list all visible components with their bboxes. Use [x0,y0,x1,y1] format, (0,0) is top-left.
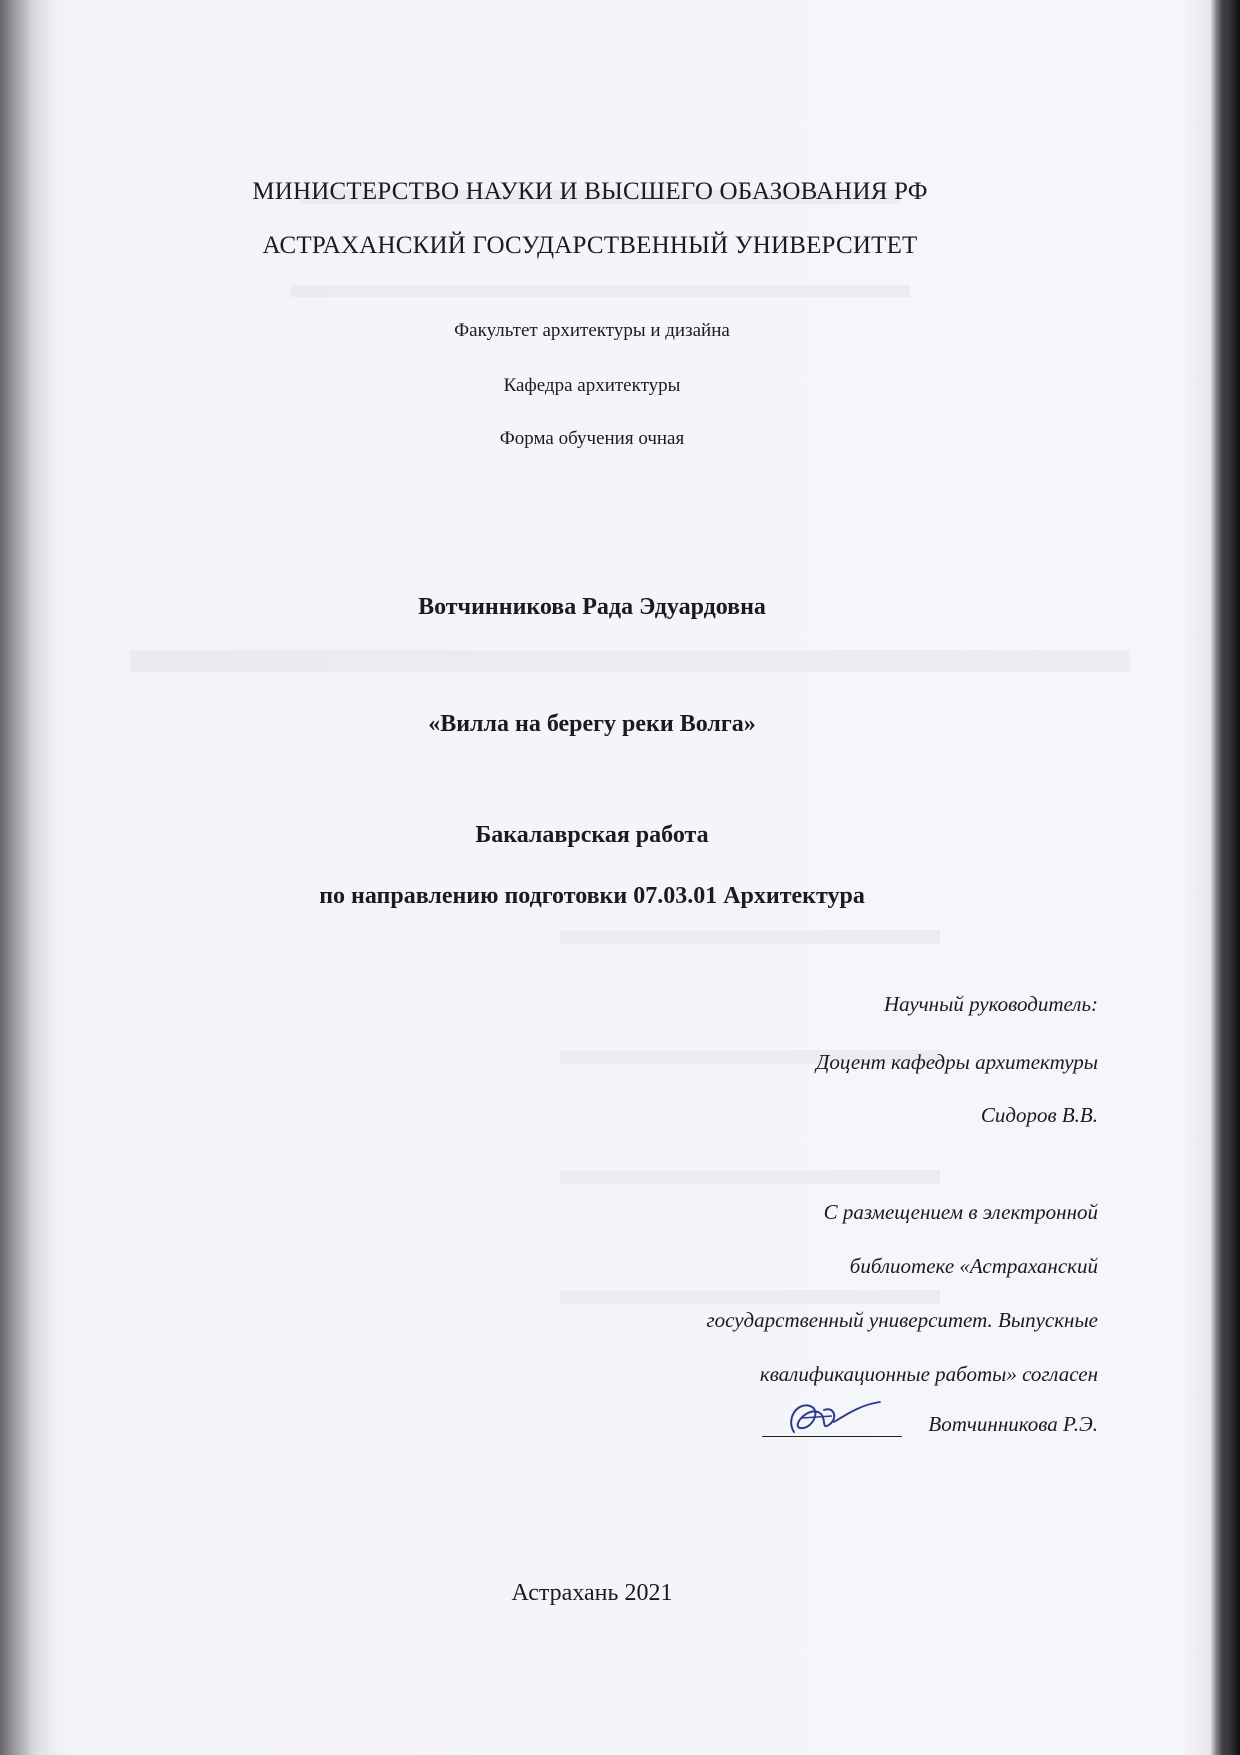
signer-name: Вотчинникова Р.Э. [928,1412,1098,1436]
consent-line: государственный университет. Выпускные [706,1308,1098,1332]
university-heading: АСТРАХАНСКИЙ ГОСУДАРСТВЕННЫЙ УНИВЕРСИТЕТ [262,232,918,259]
work-title: «Вилла на берегу реки Волга» [428,711,756,737]
signature-line [762,1404,902,1437]
supervisor-position: Доцент кафедры архитектуры [816,1050,1098,1074]
bleed-through-mark [130,650,1130,672]
consent-line: квалификационные работы» согласен [759,1362,1098,1386]
direction-line: по направлению подготовки 07.03.01 Архитектура [319,883,865,909]
supervisor-name: Сидоров В.В. [980,1103,1098,1127]
binding-shadow [0,0,55,1755]
author-name: Вотчинникова Рада Эдуардовна [418,594,766,620]
department-line: Кафедра архитектуры [503,375,681,396]
bleed-through-mark [560,930,940,944]
bleed-through-mark [290,285,910,297]
work-type: Бакалаврская работа [475,822,709,848]
bleed-through-mark [560,1170,940,1184]
handwritten-signature [772,1394,892,1440]
faculty-line: Факультет архитектуры и дизайна [454,320,730,341]
city-year: Астрахань 2021 [511,1580,673,1606]
ministry-heading: МИНИСТЕРСТВО НАУКИ И ВЫСШЕГО ОБАЗОВАНИЯ РФ [252,178,928,205]
study-form-line: Форма обучения очная [499,428,685,449]
signature-row [762,1404,1098,1437]
consent-line: библиотеке «Астраханский [849,1254,1098,1278]
consent-line: С размещением в электронной [823,1200,1098,1224]
bleed-through-mark [560,1290,940,1304]
supervisor-label: Научный руководитель: [883,992,1098,1016]
scan-edge [1218,0,1240,1755]
